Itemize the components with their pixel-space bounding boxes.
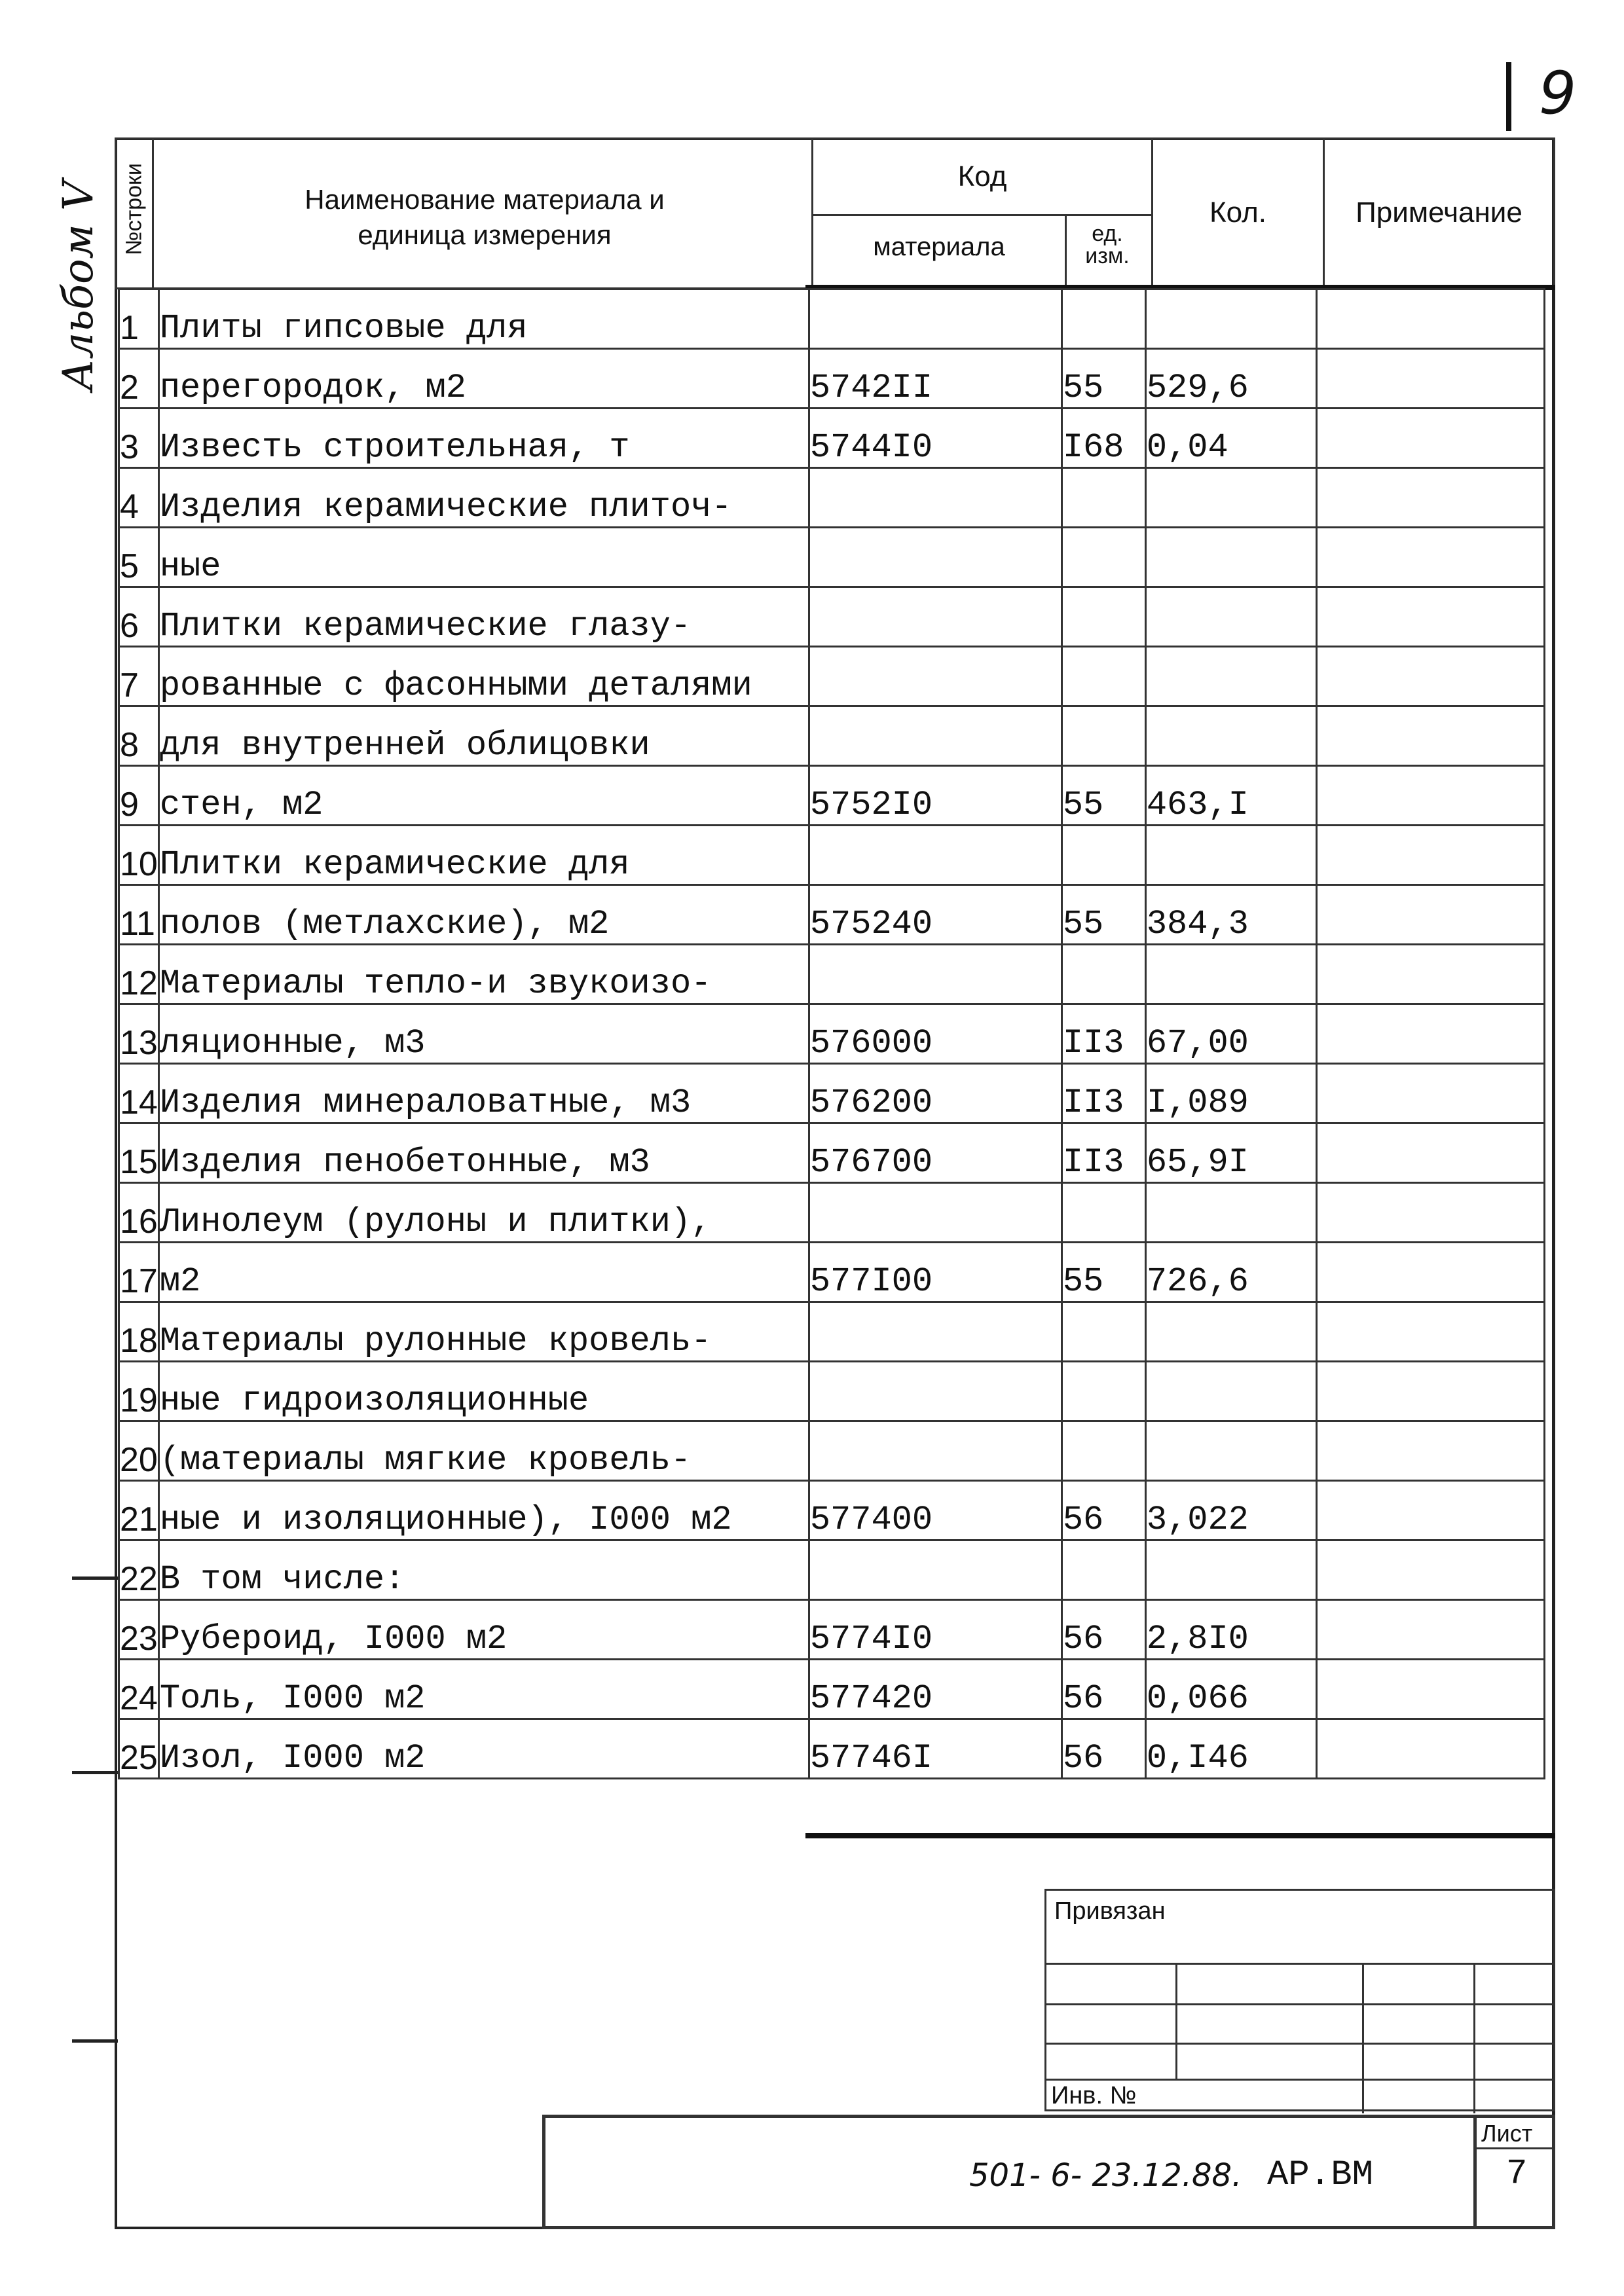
material-code: 5752I0 bbox=[809, 766, 1061, 826]
table-row bbox=[119, 349, 1545, 409]
note bbox=[1316, 1123, 1544, 1183]
material-name: Материалы рулонные кровель- bbox=[158, 1302, 809, 1362]
material-code: 577I00 bbox=[809, 1243, 1061, 1302]
unit-code bbox=[1061, 587, 1145, 647]
material-name: ные и изоляционные), I000 м2 bbox=[158, 1481, 809, 1540]
quantity bbox=[1145, 826, 1316, 885]
table-row bbox=[119, 289, 1545, 349]
unit-code bbox=[1061, 528, 1145, 587]
unit-code: II3 bbox=[1061, 1004, 1145, 1064]
material-code bbox=[809, 826, 1061, 885]
material-name: м2 bbox=[158, 1243, 809, 1302]
unit-code: 55 bbox=[1061, 766, 1145, 826]
title-block-divider bbox=[1473, 2147, 1555, 2149]
quantity: I,089 bbox=[1145, 1064, 1316, 1123]
doc-section: АР.ВМ bbox=[1267, 2155, 1374, 2195]
material-name: перегородок, м2 bbox=[158, 349, 809, 409]
row-number: 21 bbox=[119, 1481, 159, 1540]
material-name: Изделия керамические плиточ- bbox=[158, 468, 809, 528]
row-number: 11 bbox=[119, 885, 159, 945]
note bbox=[1316, 349, 1544, 409]
quantity bbox=[1145, 1362, 1316, 1421]
material-name: Толь, I000 м2 bbox=[158, 1660, 809, 1719]
row-number: 20 bbox=[119, 1421, 159, 1481]
table-row bbox=[119, 1064, 1545, 1123]
material-name: Изделия пенобетонные, м3 bbox=[158, 1123, 809, 1183]
unit-code bbox=[1061, 647, 1145, 706]
quantity: 0,I46 bbox=[1145, 1719, 1316, 1779]
quantity bbox=[1145, 1421, 1316, 1481]
header-material: материала bbox=[873, 232, 1005, 261]
unit-code bbox=[1061, 1183, 1145, 1243]
unit-code: 55 bbox=[1061, 885, 1145, 945]
stamp-line bbox=[1175, 1963, 1177, 2081]
unit-code bbox=[1061, 1421, 1145, 1481]
table-row bbox=[119, 1302, 1545, 1362]
unit-code bbox=[1061, 289, 1145, 349]
note bbox=[1316, 1421, 1544, 1481]
material-name: рованные с фасонными деталями bbox=[158, 647, 809, 706]
material-code bbox=[809, 1421, 1061, 1481]
material-name: В том числе: bbox=[158, 1540, 809, 1600]
table-row bbox=[119, 1660, 1545, 1719]
note bbox=[1316, 468, 1544, 528]
note bbox=[1316, 1362, 1544, 1421]
note bbox=[1316, 1302, 1544, 1362]
row-number: 8 bbox=[119, 706, 159, 766]
unit-code bbox=[1061, 826, 1145, 885]
margin-tick bbox=[72, 1771, 118, 1774]
row-number: 16 bbox=[119, 1183, 159, 1243]
row-number: 19 bbox=[119, 1362, 159, 1421]
quantity: 2,8I0 bbox=[1145, 1600, 1316, 1660]
quantity: 0,066 bbox=[1145, 1660, 1316, 1719]
row-number: 24 bbox=[119, 1660, 159, 1719]
row-number: 6 bbox=[119, 587, 159, 647]
material-name: Линолеум (рулоны и плитки), bbox=[158, 1183, 809, 1243]
table-row bbox=[119, 766, 1545, 826]
stamp-line bbox=[1362, 1963, 1364, 2113]
note bbox=[1316, 706, 1544, 766]
material-code: 577400 bbox=[809, 1481, 1061, 1540]
unit-code bbox=[1061, 945, 1145, 1004]
stamp-inv-label: Инв. № bbox=[1051, 2082, 1137, 2109]
quantity bbox=[1145, 1302, 1316, 1362]
stamp-line bbox=[1044, 1963, 1555, 1965]
table-row bbox=[119, 647, 1545, 706]
material-name: для внутренней облицовки bbox=[158, 706, 809, 766]
material-name: Плиты гипсовые для bbox=[158, 289, 809, 349]
row-number: 4 bbox=[119, 468, 159, 528]
row-number: 10 bbox=[119, 826, 159, 885]
table-row bbox=[119, 1183, 1545, 1243]
material-code bbox=[809, 468, 1061, 528]
title-block-divider bbox=[1473, 2115, 1477, 2229]
material-code bbox=[809, 289, 1061, 349]
unit-code: 56 bbox=[1061, 1719, 1145, 1779]
note bbox=[1316, 1719, 1544, 1779]
side-label: Альбом V bbox=[54, 180, 103, 391]
margin-tick bbox=[72, 1576, 118, 1580]
note bbox=[1316, 945, 1544, 1004]
table-row bbox=[119, 587, 1545, 647]
material-code bbox=[809, 1362, 1061, 1421]
header-unit: ед. изм. bbox=[1085, 221, 1130, 268]
unit-code: I68 bbox=[1061, 409, 1145, 468]
unit-code: II3 bbox=[1061, 1123, 1145, 1183]
quantity bbox=[1145, 1183, 1316, 1243]
header-row-number: №строки bbox=[121, 163, 147, 255]
material-name: Известь строительная, т bbox=[158, 409, 809, 468]
table-row bbox=[119, 1243, 1545, 1302]
material-code bbox=[809, 945, 1061, 1004]
table-row bbox=[119, 528, 1545, 587]
row-number: 3 bbox=[119, 409, 159, 468]
sheet-number: 9 bbox=[1539, 59, 1577, 128]
quantity: 384,3 bbox=[1145, 885, 1316, 945]
note bbox=[1316, 1660, 1544, 1719]
table-row bbox=[119, 468, 1545, 528]
row-number: 7 bbox=[119, 647, 159, 706]
sheet-number-bar bbox=[1506, 62, 1511, 131]
quantity bbox=[1145, 1540, 1316, 1600]
unit-code: II3 bbox=[1061, 1064, 1145, 1123]
unit-code: 56 bbox=[1061, 1600, 1145, 1660]
quantity: 0,04 bbox=[1145, 409, 1316, 468]
materials-table bbox=[118, 288, 1545, 1779]
table-row bbox=[119, 1004, 1545, 1064]
row-number: 17 bbox=[119, 1243, 159, 1302]
row-number: 9 bbox=[119, 766, 159, 826]
unit-code: 56 bbox=[1061, 1660, 1145, 1719]
row-number: 14 bbox=[119, 1064, 159, 1123]
unit-code bbox=[1061, 1302, 1145, 1362]
material-code: 575240 bbox=[809, 885, 1061, 945]
material-name: ляционные, м3 bbox=[158, 1004, 809, 1064]
table-row bbox=[119, 885, 1545, 945]
material-code: 5742II bbox=[809, 349, 1061, 409]
note bbox=[1316, 528, 1544, 587]
table-row bbox=[119, 945, 1545, 1004]
table-row bbox=[119, 826, 1545, 885]
header-name: Наименование материала и единица измерения bbox=[304, 184, 665, 250]
header-note: Примечание bbox=[1356, 196, 1522, 228]
quantity bbox=[1145, 647, 1316, 706]
material-code: 5744I0 bbox=[809, 409, 1061, 468]
row-number: 12 bbox=[119, 945, 159, 1004]
material-code bbox=[809, 528, 1061, 587]
table-row bbox=[119, 706, 1545, 766]
stamp-line bbox=[1044, 2003, 1555, 2005]
table-row bbox=[119, 409, 1545, 468]
table-row bbox=[119, 1540, 1545, 1600]
unit-code: 56 bbox=[1061, 1481, 1145, 1540]
stamp-line bbox=[1473, 1963, 1475, 2113]
material-name: Плитки керамические глазу- bbox=[158, 587, 809, 647]
sheet-value: 7 bbox=[1506, 2154, 1528, 2194]
material-code bbox=[809, 1540, 1061, 1600]
stamp-linked-label: Привязан bbox=[1054, 1897, 1166, 1925]
row-number: 2 bbox=[119, 349, 159, 409]
material-name: полов (метлахские), м2 bbox=[158, 885, 809, 945]
table-row bbox=[119, 1362, 1545, 1421]
note bbox=[1316, 766, 1544, 826]
row-number: 15 bbox=[119, 1123, 159, 1183]
material-code: 576700 bbox=[809, 1123, 1061, 1183]
material-name: Плитки керамические для bbox=[158, 826, 809, 885]
row-number: 18 bbox=[119, 1302, 159, 1362]
quantity: 67,00 bbox=[1145, 1004, 1316, 1064]
material-name: Изделия минераловатные, м3 bbox=[158, 1064, 809, 1123]
sheet-label: Лист bbox=[1481, 2120, 1533, 2147]
note bbox=[1316, 885, 1544, 945]
unit-code: 55 bbox=[1061, 1243, 1145, 1302]
row-number: 1 bbox=[119, 289, 159, 349]
table-row bbox=[119, 1481, 1545, 1540]
material-code: 577420 bbox=[809, 1660, 1061, 1719]
material-name: ные bbox=[158, 528, 809, 587]
material-name: Материалы тепло-и звукоизо- bbox=[158, 945, 809, 1004]
row-number: 23 bbox=[119, 1600, 159, 1660]
header-qty: Кол. bbox=[1209, 196, 1267, 228]
margin-tick bbox=[72, 2039, 118, 2043]
material-code bbox=[809, 647, 1061, 706]
material-name: ные гидроизоляционные bbox=[158, 1362, 809, 1421]
material-code bbox=[809, 1302, 1061, 1362]
note bbox=[1316, 587, 1544, 647]
note bbox=[1316, 1481, 1544, 1540]
material-name: Изол, I000 м2 bbox=[158, 1719, 809, 1779]
row-number: 5 bbox=[119, 528, 159, 587]
note bbox=[1316, 1064, 1544, 1123]
material-code bbox=[809, 1183, 1061, 1243]
unit-code bbox=[1061, 706, 1145, 766]
quantity: 726,6 bbox=[1145, 1243, 1316, 1302]
quantity bbox=[1145, 706, 1316, 766]
quantity bbox=[1145, 587, 1316, 647]
note bbox=[1316, 647, 1544, 706]
quantity bbox=[1145, 289, 1316, 349]
header-code: Код bbox=[957, 160, 1007, 192]
material-code: 576200 bbox=[809, 1064, 1061, 1123]
table-row bbox=[119, 1421, 1545, 1481]
material-name: (материалы мягкие кровель- bbox=[158, 1421, 809, 1481]
row-number: 25 bbox=[119, 1719, 159, 1779]
table-row bbox=[119, 1123, 1545, 1183]
quantity: 529,6 bbox=[1145, 349, 1316, 409]
note bbox=[1316, 826, 1544, 885]
table-row bbox=[119, 1719, 1545, 1779]
stamp-line bbox=[1044, 2079, 1555, 2081]
material-code: 57746I bbox=[809, 1719, 1061, 1779]
unit-code bbox=[1061, 1362, 1145, 1421]
doc-code: 501- 6- 23.12.88. bbox=[969, 2157, 1242, 2194]
quantity: 463,I bbox=[1145, 766, 1316, 826]
note bbox=[1316, 1004, 1544, 1064]
material-code: 576000 bbox=[809, 1004, 1061, 1064]
note bbox=[1316, 1540, 1544, 1600]
table-row bbox=[119, 1600, 1545, 1660]
quantity: 65,9I bbox=[1145, 1123, 1316, 1183]
table-thick-bottom bbox=[805, 1833, 1555, 1838]
row-number: 22 bbox=[119, 1540, 159, 1600]
stamp-line bbox=[1044, 2043, 1555, 2045]
note bbox=[1316, 409, 1544, 468]
material-code bbox=[809, 587, 1061, 647]
material-code bbox=[809, 706, 1061, 766]
note bbox=[1316, 1183, 1544, 1243]
note bbox=[1316, 289, 1544, 349]
material-name: Рубероид, I000 м2 bbox=[158, 1600, 809, 1660]
row-number: 13 bbox=[119, 1004, 159, 1064]
material-name: стен, м2 bbox=[158, 766, 809, 826]
quantity bbox=[1145, 945, 1316, 1004]
quantity bbox=[1145, 468, 1316, 528]
unit-code bbox=[1061, 1540, 1145, 1600]
note bbox=[1316, 1600, 1544, 1660]
note bbox=[1316, 1243, 1544, 1302]
quantity: 3,022 bbox=[1145, 1481, 1316, 1540]
material-code: 5774I0 bbox=[809, 1600, 1061, 1660]
unit-code: 55 bbox=[1061, 349, 1145, 409]
unit-code bbox=[1061, 468, 1145, 528]
quantity bbox=[1145, 528, 1316, 587]
